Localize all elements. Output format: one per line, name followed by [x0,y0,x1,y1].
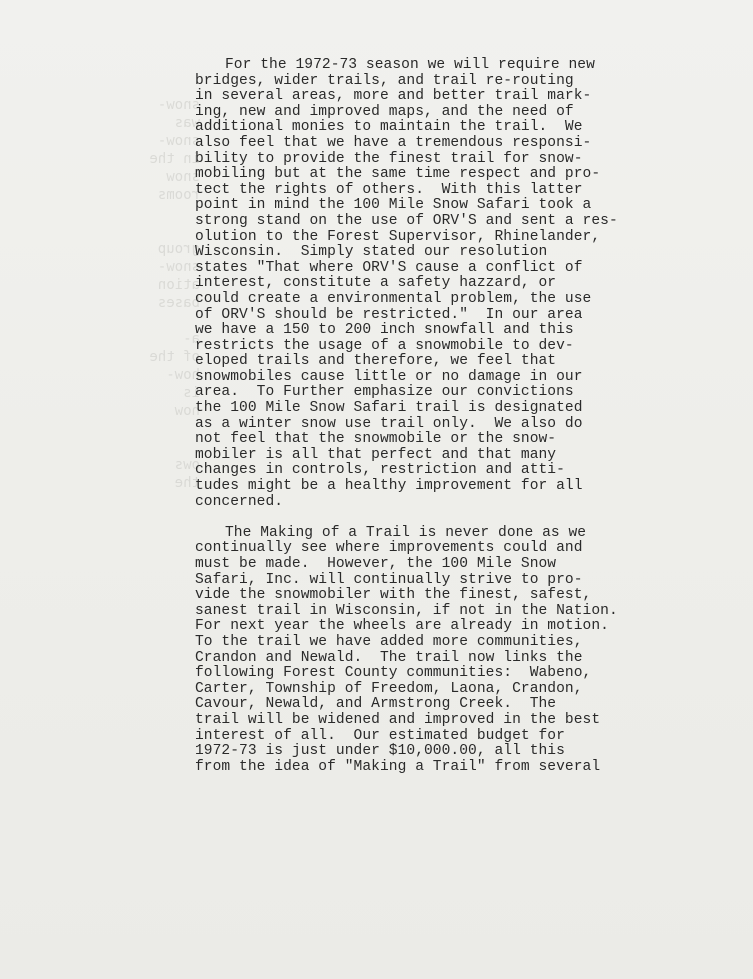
text-line: of ORV'S should be restricted." In our area [195,306,583,323]
text-line: concerned. [195,493,284,510]
text-line: from the idea of "Making a Trail" from several [195,758,601,775]
text-line: strong stand on the use of ORV'S and sent a res- [195,212,618,229]
text-line: sanest trail in Wisconsin, if not in the Nation. [195,602,618,619]
text-line: vide the snowmobiler with the finest, safest, [195,587,592,604]
text-line: 1972-73 is just under $10,000.00, all this [195,743,565,760]
text-line: tudes might be a healthy improvement for all [195,478,583,495]
text-line: as a winter snow use trail only. We also do [195,415,583,432]
text-line: states "That where ORV'S cause a conflict of [195,259,583,276]
text-line: Cavour, Newald, and Armstrong Creek. The [195,696,557,713]
text-line: snowmobiles cause little or no damage in our [195,368,583,385]
text-line: must be made. However, the 100 Mile Snow [195,556,557,572]
text-line: changes in controls, restriction and atti- [195,462,565,479]
text-line: tect the rights of others. With this latter [195,181,583,198]
text-line: additional monies to maintain the trail. We [195,119,583,136]
text-line: could create a environmental problem, the use [195,290,592,307]
text-line: Safari, Inc. will continually strive to pro- [195,571,583,588]
text-line: not feel that the snowmobile or the snow- [195,431,557,448]
text-line: in several areas, more and better trail mark- [195,88,592,105]
text-line: Carter, Township of Freedom, Laona, Crandon, [195,680,583,697]
text-line: restricts the usage of a snowmobile to dev- [195,337,574,354]
text-line: For the 1972-73 season we will require new [225,57,595,73]
paragraph-making-of-trail [195,526,715,776]
text-line: bility to provide the finest trail for snow- [195,150,583,167]
text-line: ing, new and improved maps, and the need of [195,103,574,120]
text-line: mobiler is all that perfect and that many [195,446,557,463]
text-line: olution to the Forest Supervisor, Rhinelander, [195,228,601,245]
text-line: To the trail we have added more communities, [195,633,583,650]
document-body [195,58,715,775]
text-line: we have a 150 to 200 inch snowfall and this [195,322,574,339]
text-line: also feel that we have a tremendous responsi- [195,134,592,151]
text-line: eloped trails and therefore, we feel that [195,353,557,370]
text-line: the 100 Mile Snow Safari trail is designated [195,400,583,417]
text-line: trail will be widened and improved in the best [195,711,601,728]
text-line: bridges, wider trails, and trail re-routing [195,72,574,89]
text-line: point in mind the 100 Mile Snow Safari took a [195,197,592,214]
text-line: Crandon and Newald. The trail now links the [195,649,583,666]
text-line: following Forest County communities: Wabeno, [195,665,592,682]
text-line: interest of all. Our estimated budget for [195,727,565,744]
text-line: Wisconsin. Simply stated our resolution [195,244,548,261]
bleed-through-marks: snow- was snow- in the snow rooms group snow- ation bases a- of the how- is now ows the [149,97,200,491]
text-line: mobiling but at the same time respect and pro- [195,166,601,183]
text-line: area. To Further emphasize our convictions [195,384,574,401]
text-line: For next year the wheels are already in motion. [195,618,609,635]
text-line: continually see where improvements could and [195,540,583,557]
paragraph-season-plans [195,58,715,510]
text-line: The Making of a Trail is never done as we [225,524,587,541]
text-line: interest, constitute a safety hazzard, or [195,275,557,292]
